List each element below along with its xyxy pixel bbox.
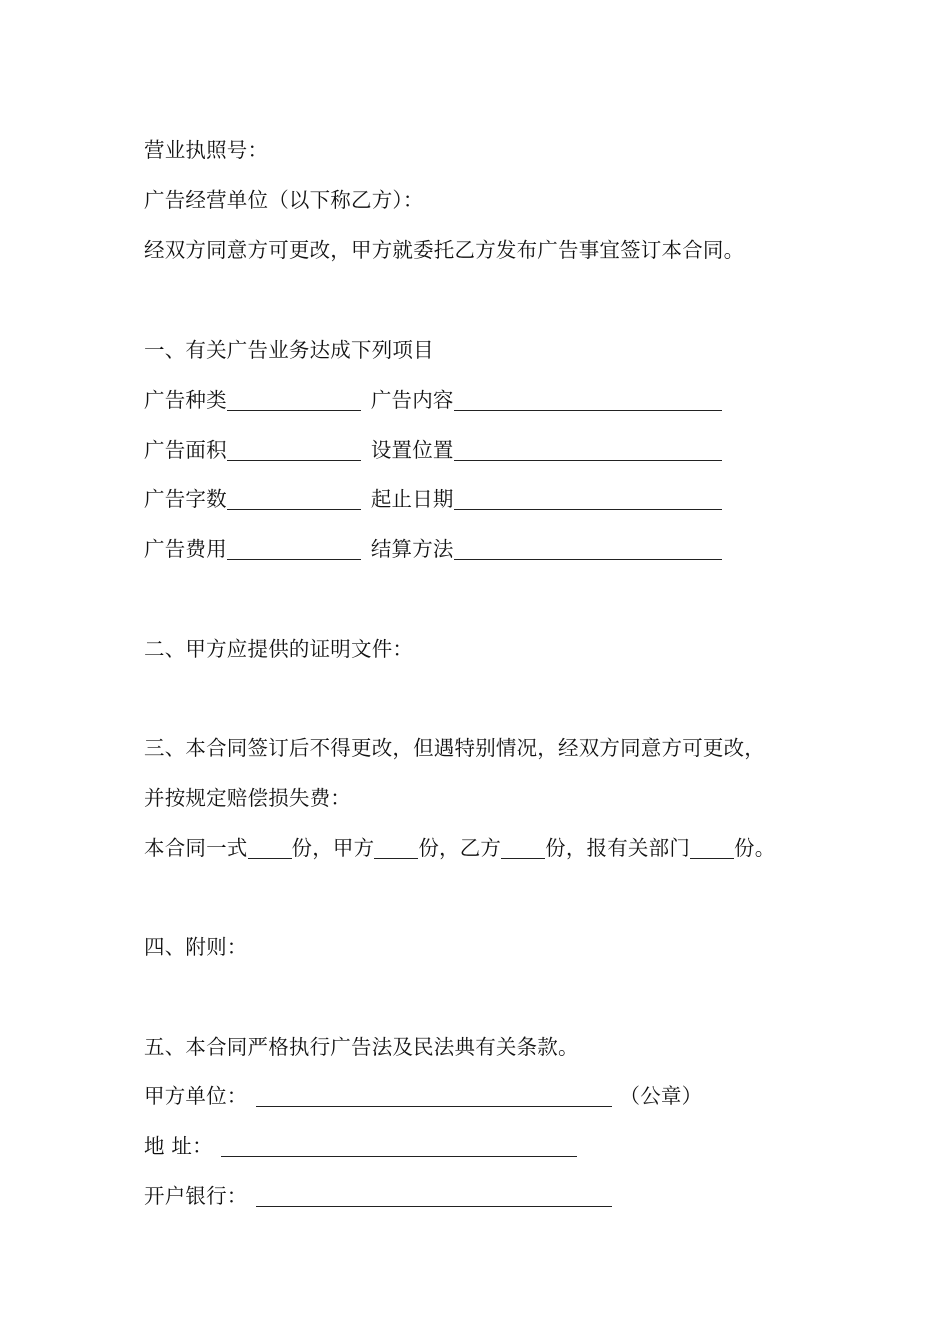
license-number-label: 营业执照号： <box>144 138 269 162</box>
item-right-blank[interactable] <box>454 438 722 461</box>
section-2-title: 二、甲方应提供的证明文件： <box>144 637 414 661</box>
item-right-blank[interactable] <box>454 487 722 510</box>
item-row <box>144 534 722 564</box>
item-row <box>144 484 722 514</box>
copies-seg2: 份，乙方 <box>418 836 502 860</box>
item-row <box>144 435 722 465</box>
party-a-unit-label: 甲方单位： <box>144 1084 248 1108</box>
copies-line <box>144 833 775 863</box>
section-4-heading <box>144 932 248 962</box>
copies-seg3: 份，报有关部门 <box>545 836 691 860</box>
section-4-title: 四、附则： <box>144 935 248 959</box>
item-left-label: 广告费用 <box>144 537 227 561</box>
section-3-heading <box>144 733 765 763</box>
address-blank[interactable] <box>221 1134 577 1157</box>
item-row <box>144 385 722 415</box>
section-1-heading <box>144 335 434 365</box>
item-left-blank[interactable] <box>227 487 361 510</box>
seal-note: （公章） <box>619 1084 703 1108</box>
party-b-line <box>144 185 424 215</box>
copies-total-blank[interactable] <box>248 836 292 859</box>
copies-party-a-blank[interactable] <box>374 836 418 859</box>
item-left-label: 广告种类 <box>144 388 227 412</box>
item-left-blank[interactable] <box>227 438 361 461</box>
copies-department-blank[interactable] <box>690 836 734 859</box>
copies-suffix: 份。 <box>734 836 776 860</box>
section-1-title: 一、有关广告业务达成下列项目 <box>144 338 434 362</box>
item-left-label: 广告字数 <box>144 487 227 511</box>
item-right-label: 设置位置 <box>370 438 454 462</box>
bank-line <box>144 1181 612 1211</box>
item-right-label: 起止日期 <box>370 487 454 511</box>
item-right-label: 结算方法 <box>370 537 454 561</box>
item-right-blank[interactable] <box>454 537 722 560</box>
item-right-blank[interactable] <box>454 388 722 411</box>
copies-seg1: 份，甲方 <box>291 836 375 860</box>
copies-party-b-blank[interactable] <box>501 836 545 859</box>
license-number-line <box>144 135 268 165</box>
bank-blank[interactable] <box>256 1184 612 1207</box>
item-left-blank[interactable] <box>227 537 361 560</box>
address-line <box>144 1131 577 1161</box>
party-b-label: 广告经营单位（以下称乙方）： <box>144 188 424 212</box>
section-3-continuation-text: 并按规定赔偿损失费： <box>144 786 351 810</box>
item-left-blank[interactable] <box>227 388 361 411</box>
address-label: 地 址： <box>144 1134 213 1158</box>
party-a-unit-line <box>144 1081 702 1111</box>
bank-label: 开户银行： <box>144 1184 248 1208</box>
item-right-label: 广告内容 <box>370 388 454 412</box>
item-left-label: 广告面积 <box>144 438 227 462</box>
preamble-line <box>144 235 744 265</box>
section-5-title: 五、本合同严格执行广告法及民法典有关条款。 <box>144 1035 579 1059</box>
copies-prefix: 本合同一式 <box>144 836 248 860</box>
section-3-continuation <box>144 783 351 813</box>
section-2-heading <box>144 634 413 664</box>
section-3-title: 三、本合同签订后不得更改，但遇特别情况，经双方同意方可更改， <box>144 736 765 760</box>
preamble-text: 经双方同意方可更改，甲方就委托乙方发布广告事宜签订本合同。 <box>144 238 745 262</box>
section-5-heading <box>144 1032 579 1062</box>
party-a-unit-blank[interactable] <box>256 1084 612 1107</box>
